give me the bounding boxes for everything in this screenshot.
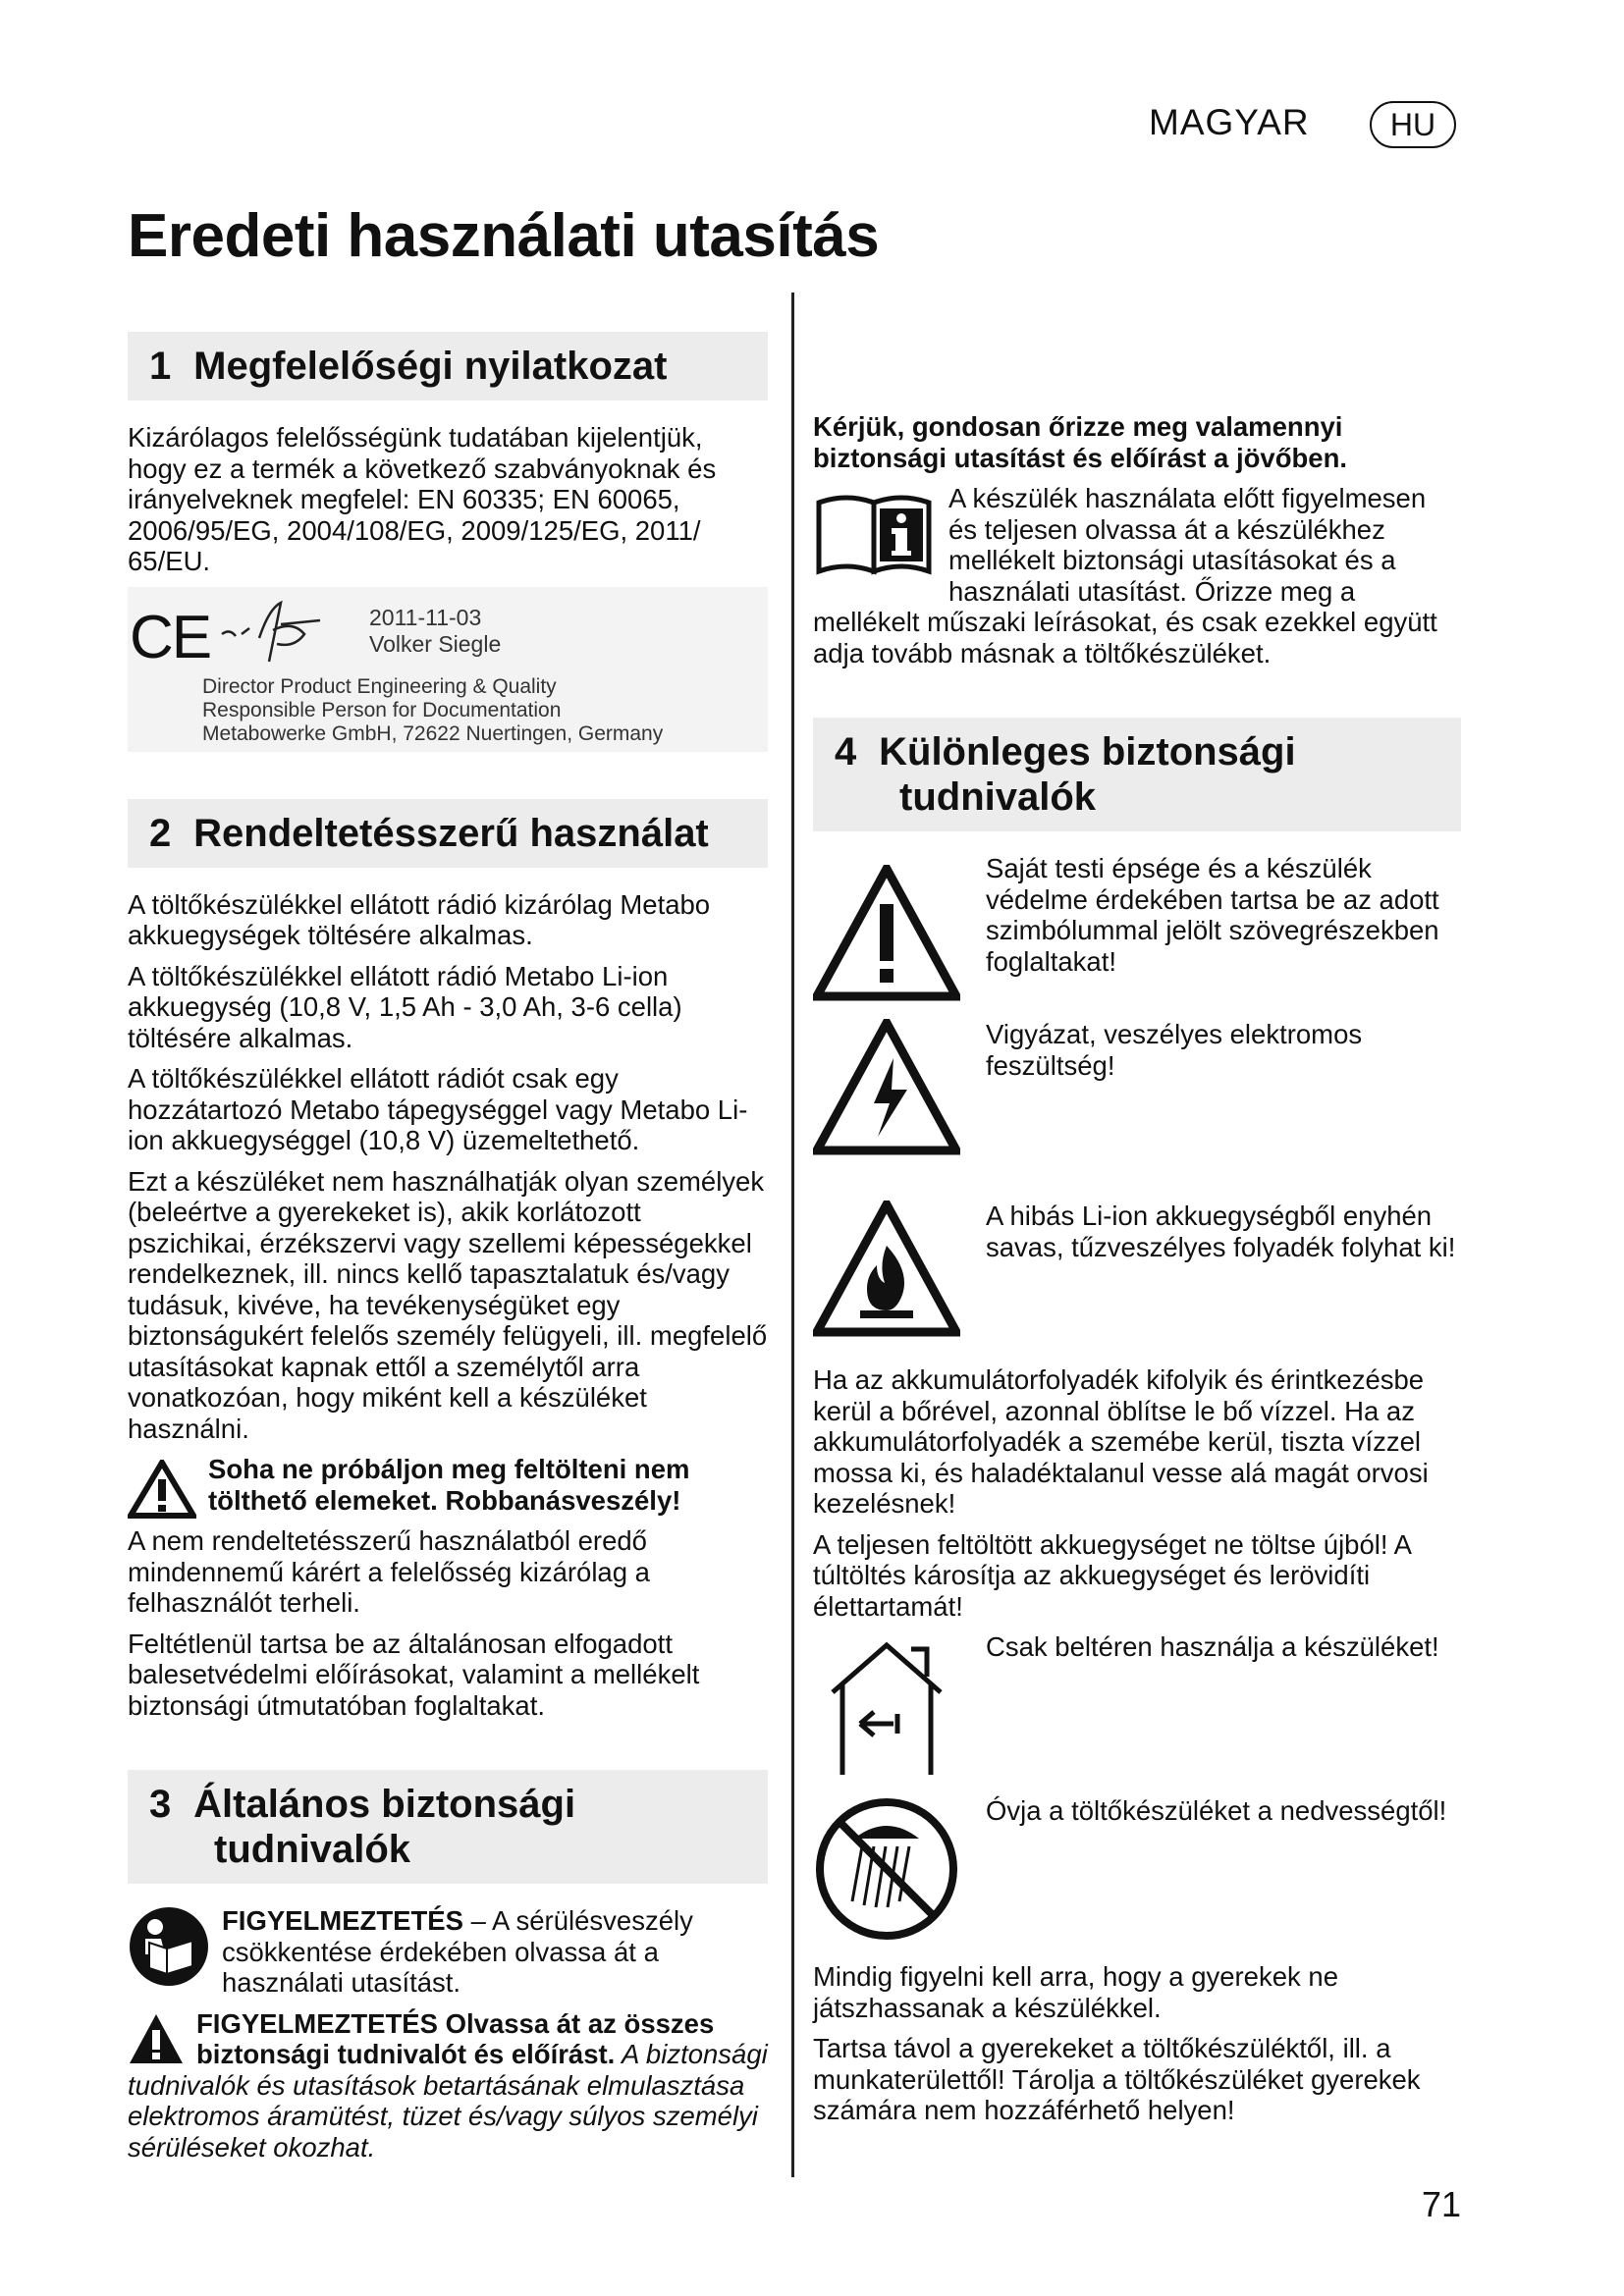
symbol-text: Vigyázat, veszélyes elektromos feszültség!: [986, 1019, 1363, 1081]
symbol-text: Saját testi épsége és a készülék védelme érdekében tartsa be az adott szimbólummal jelölt szövegrészekben foglaltakat!: [986, 853, 1439, 977]
manual-warning: [128, 1905, 768, 2008]
section-title: Rendeltetésszerű használat: [193, 811, 709, 855]
signature-icon: [212, 595, 359, 673]
signature-line: Metabowerke GmbH, 72622 Nuertingen, Germany: [202, 721, 664, 745]
section-title: Általános biztonsági: [193, 1783, 576, 1826]
signature-line: Responsible Person for Documentation: [202, 698, 562, 721]
section-title-line2: tudnivalók: [214, 1828, 411, 1871]
language-label: MAGYAR: [1149, 102, 1310, 142]
electric-hazard-icon: [813, 1019, 960, 1156]
paragraph: Tartsa távol a gyerekeket a töltőkészüléktől, ill. a munkaterülettől! Tárolja a töltőkészüléket gyerekek számára nem hozzáférhető helyen!: [813, 2033, 1421, 2125]
paragraph: Ezt a készüléket nem használhatják olyan személyek (beleértve a gyerekeket is), akik korlátozott pszichikai, érzékszervi vagy szellemi képességekkel rendelkeznek, ill. nincs kellő tapasztalatuk és/vagy tudásuk, kivéve, ha tevékenységüket egy biztonságukért felelős személy felügyeli, ill. megfelelő utasításokat kapnak ettől a személytől arra vonatkozóan, hogy miként kell a készüléket használni.: [128, 1165, 768, 1444]
symbol-row: [813, 853, 1461, 1007]
right-column: [813, 317, 1461, 2136]
protect-from-moisture-icon: [813, 1795, 960, 1943]
signature-block: [128, 587, 768, 752]
section-number: 2: [149, 811, 172, 855]
paragraph: A teljesen feltöltött akkuegységet ne töltse újból! A túltöltés károsítja az akkuegységet és lerövidíti élettartamát!: [813, 1528, 1411, 1622]
keep-instructions: Kérjük, gondosan őrizze meg valamennyi biztonsági utasítást és előírást a jövőben.: [813, 411, 1348, 473]
paragraph: Mindig figyelni kell arra, hogy a gyerekek ne játszhassanak a készülékkel.: [813, 1961, 1339, 2023]
paragraph: A nem rendeltetésszerű használatból eredő mindennemű kárért a felelősség kizárólag a felhasználót terheli.: [128, 1525, 650, 1618]
warning-triangle-icon: [128, 2012, 185, 2065]
symbol-text: Óvja a töltőkészüléket a nedvességtől!: [986, 1795, 1447, 1826]
signature-lines: [202, 675, 663, 746]
ce-mark: CE: [130, 603, 211, 671]
symbol-row: [813, 1631, 1461, 1784]
section-3-heading: [128, 1770, 768, 1884]
section-title: Különleges biztonsági: [879, 730, 1296, 774]
section-title-line2: tudnivalók: [899, 775, 1097, 819]
symbol-row: [813, 1795, 1461, 1948]
symbol-row: [813, 1019, 1461, 1161]
column-divider: [791, 293, 794, 2177]
manual-notice: [813, 483, 1461, 678]
paragraph: Ha az akkumulátorfolyadék kifolyik és érintkezésbe kerül a bőrével, azonnal öblítse le bő vízzel. Ha az akkumulátorfolyadék a szemébe kerül, tiszta vízzel mossa ki, és haladéktalanul vesse alá magát orvosi kezelésnek!: [813, 1364, 1429, 1519]
paragraph: A töltőkészülékkel ellátott rádió Metabo Li-ion akkuegység (10,8 V, 1,5 Ah - 3,0 Ah, 3-6 cella) töltésére alkalmas.: [128, 960, 682, 1053]
left-column: [128, 293, 768, 2172]
section-title: Megfelelőségi nyilatkozat: [193, 345, 668, 388]
section-1-heading: [128, 332, 768, 400]
general-warning-icon: [813, 865, 960, 1002]
warning-text: FIGYELMEZTETÉS – A sérülésveszély csökkentése érdekében olvassa át a használati utasítást.: [222, 1905, 693, 1998]
signature-line: Director Product Engineering & Quality: [202, 674, 557, 698]
section-number: 1: [149, 345, 172, 388]
read-manual-icon: [128, 1905, 210, 1988]
section-number: 4: [835, 730, 857, 774]
page-number: 71: [1422, 2184, 1462, 2224]
signature-name: Volker Siegle: [369, 630, 502, 657]
warning-text: FIGYELMEZTETÉS Olvassa át az összes biztonsági tudnivalót és előírást. A biztonsági tudnivalók és utasítások betartásának elmulasztása elektromos áramütést, tüzet és/vagy súlyos személyi sérüléseket okozhat.: [128, 2007, 768, 2163]
symbol-text: Csak beltéren használja a készüléket!: [986, 1631, 1439, 1662]
section-4-heading: [813, 718, 1461, 831]
manual-text: A készülék használata előtt figyelmesen és teljesen olvassa át a készülékhez mellékelt biztonsági utasításokat és a használati utasítást. Őrizze meg a mellékelt műszaki leírásokat, és csak ezekkel együtt adja tovább másnak a töltőkészüléket.: [813, 483, 1437, 668]
indoor-use-icon: [813, 1631, 960, 1779]
paragraph: A töltőkészülékkel ellátott rádiót csak egy hozzátartozó Metabo tápegységgel vagy Metabo Li-ion akkuegységgel (10,8 V) üzemeltethető.: [128, 1063, 748, 1155]
conformity-text: Kizárólagos felelősségünk tudatában kijelentjük, hogy ez a termék a következő szabványoknak és irányelveknek megfelel: EN 60335; EN 60065, 2006/95/EG, 2004/108/EG, 2009/125/EG, 2011/ 65/EU.: [128, 422, 717, 576]
safety-warning: [128, 2008, 768, 2163]
page-title: Eredeti használati utasítás: [128, 202, 880, 270]
warning-triangle-icon: [128, 1460, 196, 1519]
paragraph: Feltétlenül tartsa be az általánosan elfogadott balesetvédelmi előírásokat, valamint a mellékelt biztonsági útmutatóban foglaltakat.: [128, 1628, 700, 1721]
language-badge: HU: [1370, 101, 1456, 148]
section-2-heading: [128, 799, 768, 868]
paragraph: A töltőkészülékkel ellátott rádió kizárólag Metabo akkuegységek töltésére alkalmas.: [128, 888, 711, 950]
explosion-warning: [128, 1454, 768, 1525]
flammable-icon: [813, 1201, 960, 1338]
signature-date: 2011-11-03: [369, 604, 482, 630]
symbol-text: A hibás Li-ion akkuegységből enyhén savas, tűzveszélyes folyadék folyhat ki!: [986, 1201, 1456, 1262]
signature-meta: [369, 605, 501, 658]
symbol-row: [813, 1201, 1461, 1343]
warning-text: Soha ne próbáljon meg feltölteni nem tölthető elemeket. Robbanásveszély!: [208, 1454, 690, 1516]
section-number: 3: [149, 1783, 172, 1826]
manual-info-icon: [813, 489, 937, 579]
